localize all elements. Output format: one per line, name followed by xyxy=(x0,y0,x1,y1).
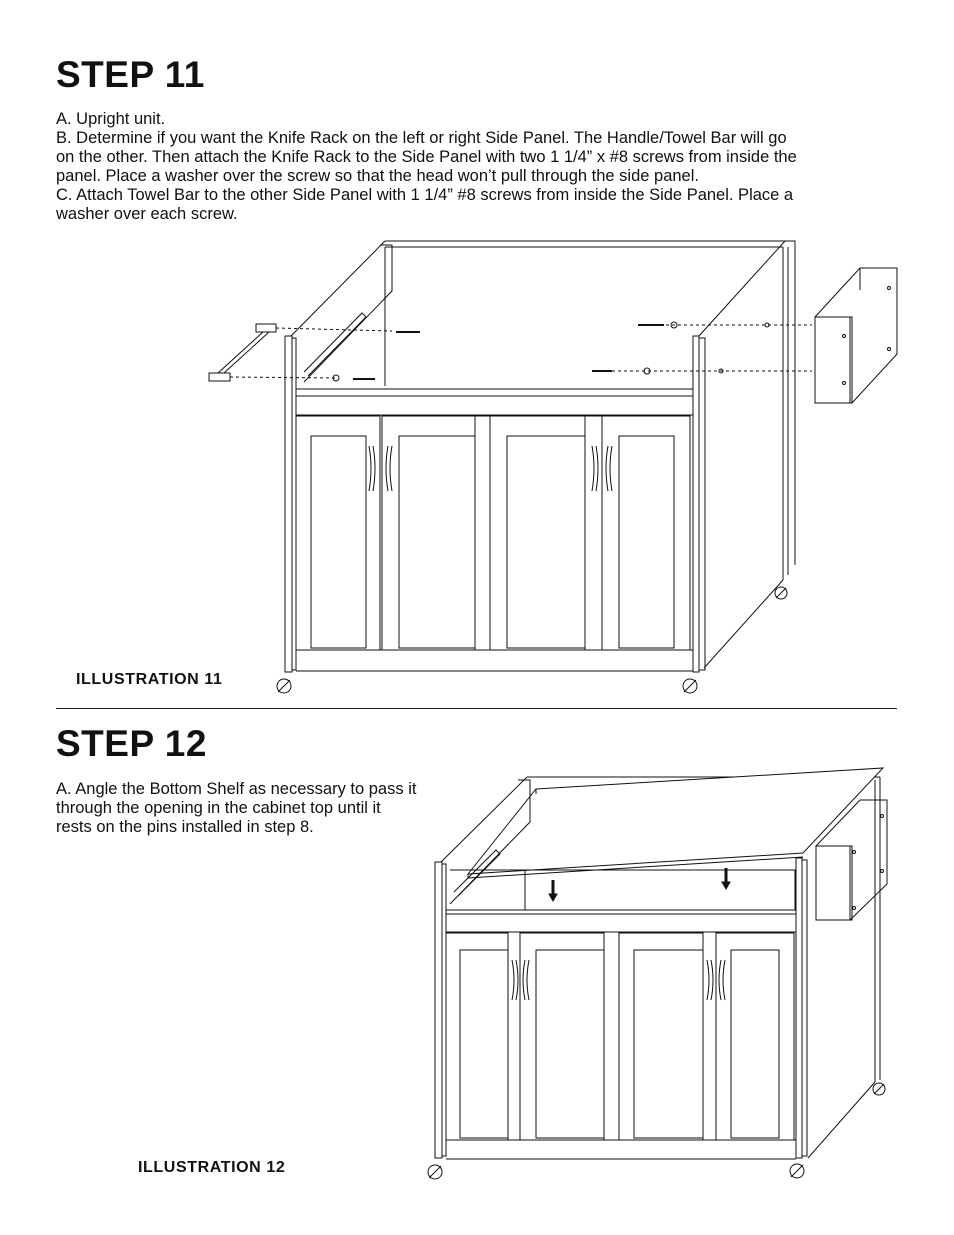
step-11-line: panel. Place a washer over the screw so that the head won’t pull through the side panel. xyxy=(56,167,699,185)
step-11-line: washer over each screw. xyxy=(56,205,238,223)
step-11-line: A. Upright unit. xyxy=(56,110,166,128)
step-11-line: B. Determine if you want the Knife Rack on the left or right Side Panel. The Handle/Towel Bar will go xyxy=(56,129,787,147)
illustration-11-label: ILLUSTRATION 11 xyxy=(76,671,223,688)
step-12-line: through the opening in the cabinet top until it xyxy=(56,799,381,817)
step-12-line: rests on the pins installed in step 8. xyxy=(56,818,314,836)
illustration-12-label: ILLUSTRATION 12 xyxy=(138,1159,286,1176)
step-12-line: A. Angle the Bottom Shelf as necessary to pass it xyxy=(56,780,417,798)
step-12-title: STEP 12 xyxy=(56,723,207,764)
step-11-line: C. Attach Towel Bar to the other Side Panel with 1 1/4” #8 screws from inside the Side Panel. Place a xyxy=(56,186,794,204)
step-11-line: on the other. Then attach the Knife Rack to the Side Panel with two 1 1/4” x #8 screws from inside the xyxy=(56,148,797,166)
step-11-title: STEP 11 xyxy=(56,54,205,95)
